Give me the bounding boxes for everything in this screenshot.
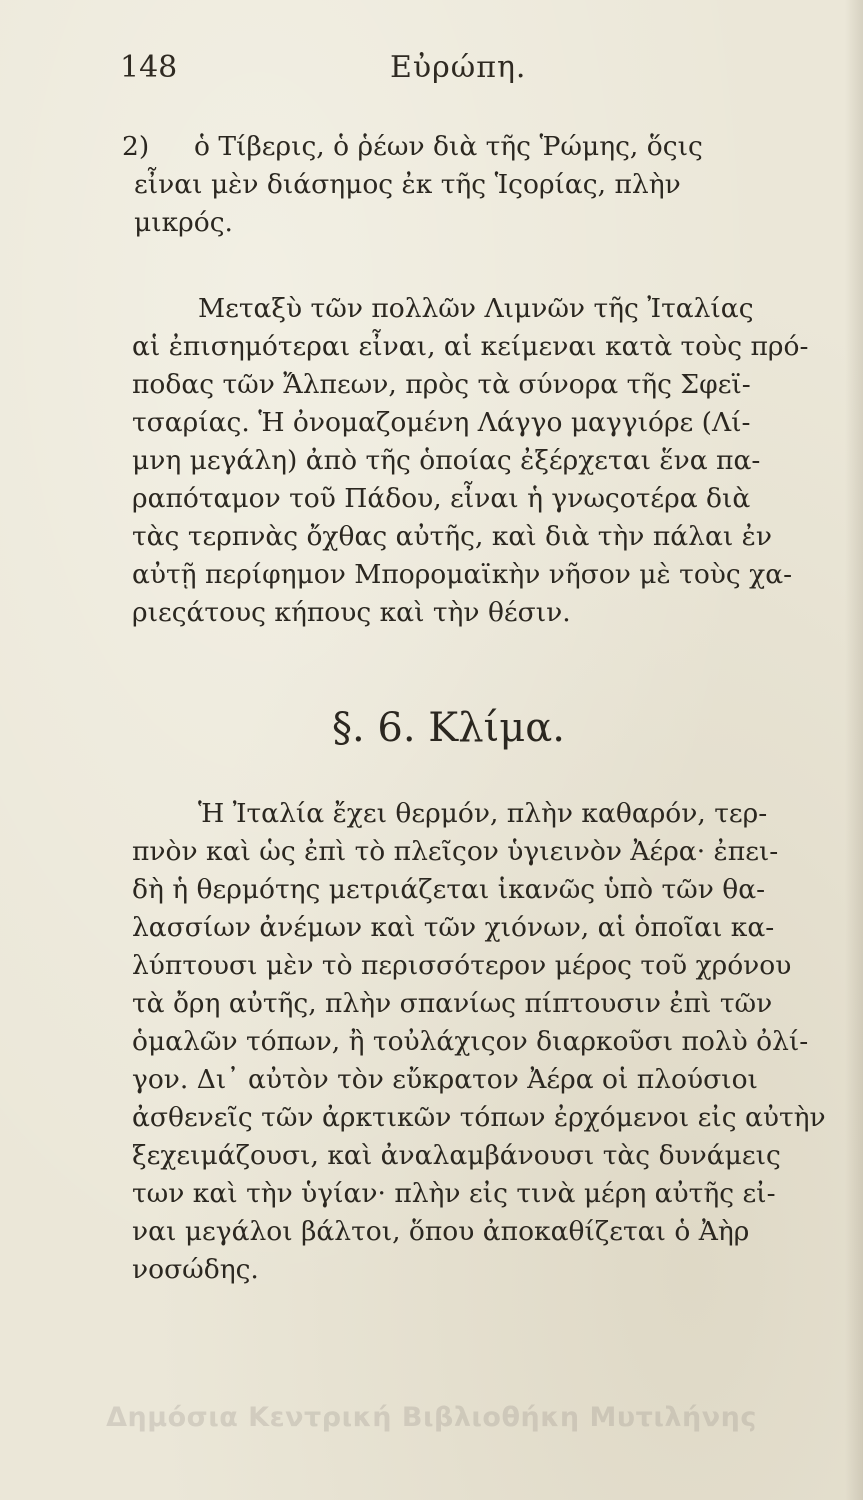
- text-line: ξεχειμάζουσι, καὶ ἀναλαμβάνουσι τὰς δυνάμεις: [132, 1140, 781, 1171]
- text-line: Ἡ Ἰταλία ἔχει θερμόν, πλὴν καθαρόν, τερ-: [198, 798, 768, 829]
- text-line: αἱ ἐπισημότεραι εἶναι, αἱ κείμεναι κατὰ τοὺς πρό-: [132, 331, 809, 362]
- text-line: δὴ ἡ θερμότης μετριάζεται ἱκανῶς ὑπὸ τῶν θα-: [132, 874, 766, 905]
- text-line: ποδας τῶν Ἄλπεων, πρὸς τὰ σύνορα τῆς Σφεϊ-: [132, 369, 751, 400]
- text-line: ἀσθενεῖς τῶν ἀρκτικῶν τόπων ἐρχόμενοι εἰς αὐτὴν: [132, 1102, 826, 1133]
- lakes-paragraph: [132, 290, 822, 632]
- running-title: Εὐρώπη.: [390, 50, 527, 85]
- text-line: εἶναι μὲν διάσημος ἐκ τῆς Ἱςορίας, πλὴν: [134, 169, 681, 200]
- page-number: 148: [120, 50, 178, 85]
- list-item-marker: 2): [122, 131, 150, 162]
- text-line: ριεςάτους κήπους καὶ τὴν θέσιν.: [132, 597, 571, 628]
- text-line: μικρός.: [134, 207, 233, 238]
- text-line: τσαρίας. Ἡ ὀνομαζομένη Λάγγο μαγγιόρε (Λί-: [132, 407, 751, 438]
- text-line: πνὸν καὶ ὡς ἐπὶ τὸ πλεῖςον ὑγιεινὸν Ἀέρα· ἐπει-: [132, 836, 779, 867]
- text-line: μνη μεγάλη) ἀπὸ τῆς ὁποίας ἐξέρχεται ἕνα πα-: [132, 445, 761, 476]
- text-line: λύπτουσι μὲν τὸ περισσότερον μέρος τοῦ χρόνου: [132, 950, 792, 981]
- text-line: ὁ Τίβερις, ὁ ῥέων διὰ τῆς Ῥώμης, ὅςις: [194, 131, 703, 162]
- section-heading: §. 6. Κλίμα.: [332, 705, 565, 751]
- text-line: Μεταξὺ τῶν πολλῶν Λιμνῶν τῆς Ἰταλίας: [198, 293, 754, 324]
- text-line: ραπόταμον τοῦ Πάδου, εἶναι ἡ γνωςοτέρα διὰ: [132, 483, 751, 514]
- river-list-item: [122, 128, 822, 242]
- library-watermark: Δημόσια Κεντρική Βιβλιοθήκη Μυτιλήνης: [106, 1402, 757, 1433]
- climate-paragraph: [132, 795, 826, 1289]
- text-line: των καὶ τὴν ὑγίαν· πλὴν εἰς τινὰ μέρη αὐτῆς εἰ-: [132, 1178, 776, 1209]
- text-line: γον. Δι᾽ αὐτὸν τὸν εὔκρατον Ἀέρα οἱ πλούσιοι: [132, 1064, 758, 1095]
- text-line: ὁμαλῶν τόπων, ἢ τοὐλάχιςον διαρκοῦσι πολὺ ὀλί-: [132, 1026, 809, 1057]
- page-header: [120, 50, 760, 100]
- text-line: αὐτῇ περίφημον Μπορομαϊκὴν νῆσον μὲ τοὺς χα-: [132, 559, 793, 590]
- page-edge-shadow: [845, 0, 863, 1500]
- text-line: τὰ ὄρη αὐτῆς, πλὴν σπανίως πίπτουσιν ἐπὶ τῶν: [132, 988, 773, 1019]
- text-line: ναι μεγάλοι βάλτοι, ὅπου ἀποκαθίζεται ὁ Ἀὴρ: [132, 1216, 750, 1247]
- text-line: λασσίων ἀνέμων καὶ τῶν χιόνων, αἱ ὁποῖαι κα-: [132, 912, 775, 943]
- text-line: νοσώδης.: [132, 1254, 259, 1285]
- text-line: τὰς τερπνὰς ὄχθας αὐτῆς, καὶ διὰ τὴν πάλαι ἐν: [132, 521, 772, 552]
